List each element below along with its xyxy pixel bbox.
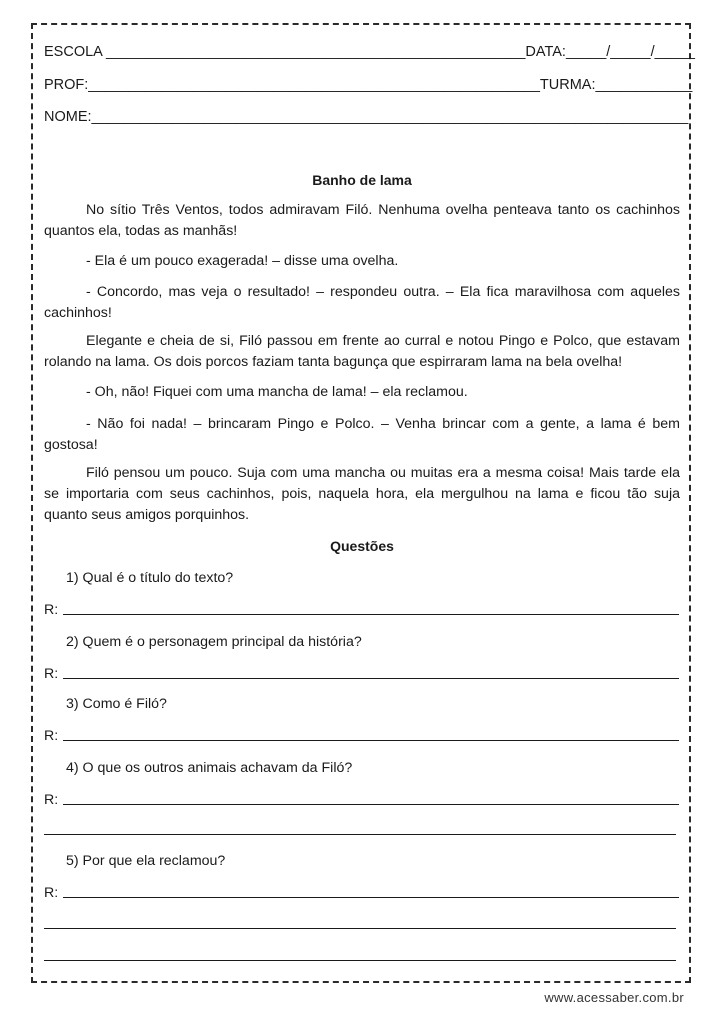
question-3: 3) Como é Filó?: [66, 696, 167, 712]
student-name-line: NOME:__________________________________________________________________________: [44, 109, 689, 125]
teacher-class-line: PROF:________________________________________________________TURMA:____________: [44, 77, 693, 93]
school-date-line: ESCOLA ____________________________________________________DATA:_____/_____/_____: [44, 44, 695, 60]
question-5: 5) Por que ela reclamou?: [66, 853, 226, 869]
answer-line[interactable]: [44, 960, 676, 961]
story-paragraph: - Concordo, mas veja o resultado! – respondeu outra. – Ela fica maravilhosa com aqueles cachinhos!: [44, 284, 680, 321]
story-paragraph: Elegante e cheia de si, Filó passou em frente ao curral e notou Pingo e Polco, que estavam rolando na lama. Os dois porcos faziam tanta bagunça que espirraram lama na bela ovelha!: [44, 333, 680, 370]
answer-line[interactable]: [63, 678, 679, 679]
story-paragraph: Filó pensou um pouco. Suja com uma mancha ou muitas era a mesma coisa! Mais tarde ela se importaria com seus cachinhos, pois, naquela hora, ela mergulhou na lama e ficou tão suja quanto seus amigos porquinhos.: [44, 465, 680, 523]
answer-line[interactable]: [63, 804, 679, 805]
question-1: 1) Qual é o título do texto?: [66, 570, 234, 586]
answer-line[interactable]: [63, 614, 679, 615]
answer-label: R:: [44, 728, 59, 744]
questions-title: Questões: [330, 538, 394, 554]
answer-line[interactable]: [63, 740, 679, 741]
question-4: 4) O que os outros animais achavam da Filó?: [66, 760, 353, 776]
answer-label: R:: [44, 792, 59, 808]
story-paragraph: - Não foi nada! – brincaram Pingo e Polco. – Venha brincar com a gente, a lama é bem gostosa!: [44, 416, 680, 453]
story-paragraph: No sítio Três Ventos, todos admiravam Filó. Nenhuma ovelha penteava tanto os cachinhos quantos ela, todas as manhãs!: [44, 202, 680, 239]
story-title: Banho de lama: [312, 172, 412, 188]
answer-label: R:: [44, 666, 59, 682]
answer-label: R:: [44, 602, 59, 618]
story-paragraph: - Ela é um pouco exagerada! – disse uma ovelha.: [86, 253, 399, 269]
answer-line[interactable]: [44, 834, 676, 835]
answer-line[interactable]: [44, 928, 676, 929]
story-paragraph: - Oh, não! Fiquei com uma mancha de lama! – ela reclamou.: [86, 384, 468, 400]
answer-line[interactable]: [63, 897, 679, 898]
question-2: 2) Quem é o personagem principal da história?: [66, 634, 362, 650]
answer-label: R:: [44, 885, 59, 901]
footer-website: www.acessaber.com.br: [544, 990, 684, 1005]
